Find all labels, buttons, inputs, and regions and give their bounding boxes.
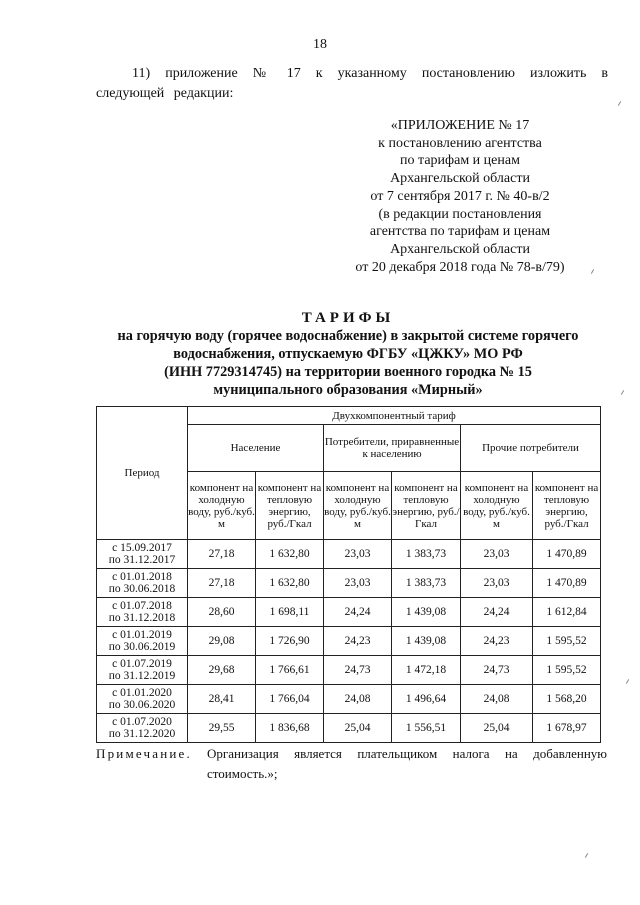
value-cell: 1 439,08 (392, 627, 461, 656)
period-to: по 30.06.2020 (108, 699, 176, 711)
value-cell: 23,03 (324, 569, 392, 598)
appendix-line: Архангельской области (390, 241, 530, 257)
value-cell: 1 595,52 (533, 656, 601, 685)
appendix-line: «ПРИЛОЖЕНИЕ № 17 (390, 118, 530, 133)
value-cell: 1 383,73 (392, 540, 461, 569)
component-header: компонент на холодную воду, руб./куб. м (461, 472, 533, 540)
period-from: с 01.07.2020 (112, 716, 172, 728)
value-cell: 24,73 (324, 656, 392, 685)
component-header: компонент на тепловую энергию, руб./Гкал (533, 472, 601, 540)
period-to: по 31.12.2018 (108, 612, 176, 624)
period-cell (97, 656, 188, 685)
value-cell: 1 470,89 (533, 540, 601, 569)
appendix-line: по тарифам и ценам (400, 153, 520, 169)
value-cell: 24,73 (461, 656, 533, 685)
value-cell: 29,55 (188, 714, 256, 743)
period-to: по 30.06.2019 (108, 641, 176, 653)
appendix-line: от 20 декабря 2018 года № 78-в/79) (355, 259, 565, 275)
period-to: по 31.12.2019 (108, 670, 176, 682)
title-line: на горячую воду (горячее водоснабжение) в закрытой системе горячего (117, 328, 579, 344)
value-cell: 24,08 (324, 685, 392, 714)
value-cell: 28,60 (188, 598, 256, 627)
value-cell: 25,04 (461, 714, 533, 743)
value-cell: 24,24 (461, 598, 533, 627)
value-cell: 24,24 (324, 598, 392, 627)
value-cell: 29,68 (188, 656, 256, 685)
value-cell: 1 439,08 (392, 598, 461, 627)
value-cell: 28,41 (188, 685, 256, 714)
margin-mark (585, 853, 588, 858)
component-header: компонент на холодную воду, руб./куб. м (188, 472, 256, 540)
value-cell: 1 678,97 (533, 714, 601, 743)
table-row (97, 714, 601, 743)
value-cell: 24,23 (324, 627, 392, 656)
value-cell: 1 496,64 (392, 685, 461, 714)
title-line: муниципального образования «Мирный» (213, 382, 483, 398)
margin-mark (621, 390, 624, 395)
title-line: водоснабжения, отпускаемую ФГБУ «ЦЖКУ» МО РФ (173, 346, 523, 362)
title-line: (ИНН 7729314745) на территории военного городка № 15 (164, 364, 532, 380)
tariff-header: Двухкомпонентный тариф (188, 407, 601, 425)
value-cell: 1 472,18 (392, 656, 461, 685)
header-row (97, 407, 601, 425)
value-cell: 1 766,61 (256, 656, 324, 685)
value-cell: 1 632,80 (256, 540, 324, 569)
period-from: с 01.07.2019 (112, 658, 172, 670)
value-cell: 1 470,89 (533, 569, 601, 598)
appendix-line: агентства по тарифам и ценам (369, 224, 551, 240)
value-cell: 1 568,20 (533, 685, 601, 714)
value-cell: 1 556,51 (392, 714, 461, 743)
margin-mark (591, 269, 594, 274)
period-to: по 31.12.2020 (108, 728, 176, 740)
table-row (97, 569, 601, 598)
component-header: компонент на холодную воду, руб./куб. м (324, 472, 392, 540)
table-row (97, 627, 601, 656)
period-cell (97, 627, 188, 656)
value-cell: 1 766,04 (256, 685, 324, 714)
period-from: с 01.01.2020 (112, 687, 172, 699)
note-text: Организация является плательщиком налога на добавленную стоимость.»; (207, 746, 607, 781)
margin-mark (626, 679, 629, 684)
margin-mark (618, 101, 621, 106)
appendix-line: Архангельской области (390, 171, 530, 187)
value-cell: 27,18 (188, 540, 256, 569)
tariff-table (96, 406, 601, 743)
value-cell: 1 612,84 (533, 598, 601, 627)
appendix-line: (в редакции постановления (378, 206, 542, 222)
title-main: ТАРИФЫ (301, 310, 395, 326)
period-cell (97, 540, 188, 569)
period-header: Период (97, 407, 188, 540)
period-from: с 01.07.2018 (112, 600, 172, 612)
note-label: Примечание. (96, 746, 192, 761)
period-cell (97, 598, 188, 627)
group-header: Потребители, приравненные к населению (324, 425, 461, 472)
group-header: Население (188, 425, 324, 472)
value-cell: 24,08 (461, 685, 533, 714)
group-header: Прочие потребители (461, 425, 601, 472)
appendix-header (330, 117, 590, 276)
value-cell: 1 595,52 (533, 627, 601, 656)
value-cell: 24,23 (461, 627, 533, 656)
document-title (96, 309, 600, 399)
table-row (97, 656, 601, 685)
intro-paragraph: 11) приложение № 17 к указанному постановлению изложить в следующей редакции: (96, 66, 608, 101)
period-cell (97, 569, 188, 598)
table-row (97, 540, 601, 569)
value-cell: 23,03 (324, 540, 392, 569)
value-cell: 23,03 (461, 569, 533, 598)
value-cell: 29,08 (188, 627, 256, 656)
table-row (97, 598, 601, 627)
value-cell: 1 836,68 (256, 714, 324, 743)
period-cell (97, 714, 188, 743)
component-header: компонент на тепловую энергию, руб./Гкал (392, 472, 461, 540)
value-cell: 27,18 (188, 569, 256, 598)
period-to: по 31.12.2017 (108, 554, 176, 566)
period-cell (97, 685, 188, 714)
value-cell: 1 383,73 (392, 569, 461, 598)
appendix-line: к постановлению агентства (378, 135, 542, 151)
period-to: по 30.06.2018 (108, 583, 176, 595)
period-from: с 15.09.2017 (112, 542, 172, 554)
value-cell: 1 698,11 (256, 598, 324, 627)
appendix-line: от 7 сентября 2017 г. № 40-в/2 (370, 188, 550, 204)
value-cell: 1 726,90 (256, 627, 324, 656)
component-header: компонент на тепловую энергию, руб./Гкал (256, 472, 324, 540)
period-from: с 01.01.2019 (112, 629, 172, 641)
table-row (97, 685, 601, 714)
page-number: 18 (313, 37, 327, 52)
period-from: с 01.01.2018 (112, 571, 172, 583)
value-cell: 23,03 (461, 540, 533, 569)
value-cell: 25,04 (324, 714, 392, 743)
value-cell: 1 632,80 (256, 569, 324, 598)
